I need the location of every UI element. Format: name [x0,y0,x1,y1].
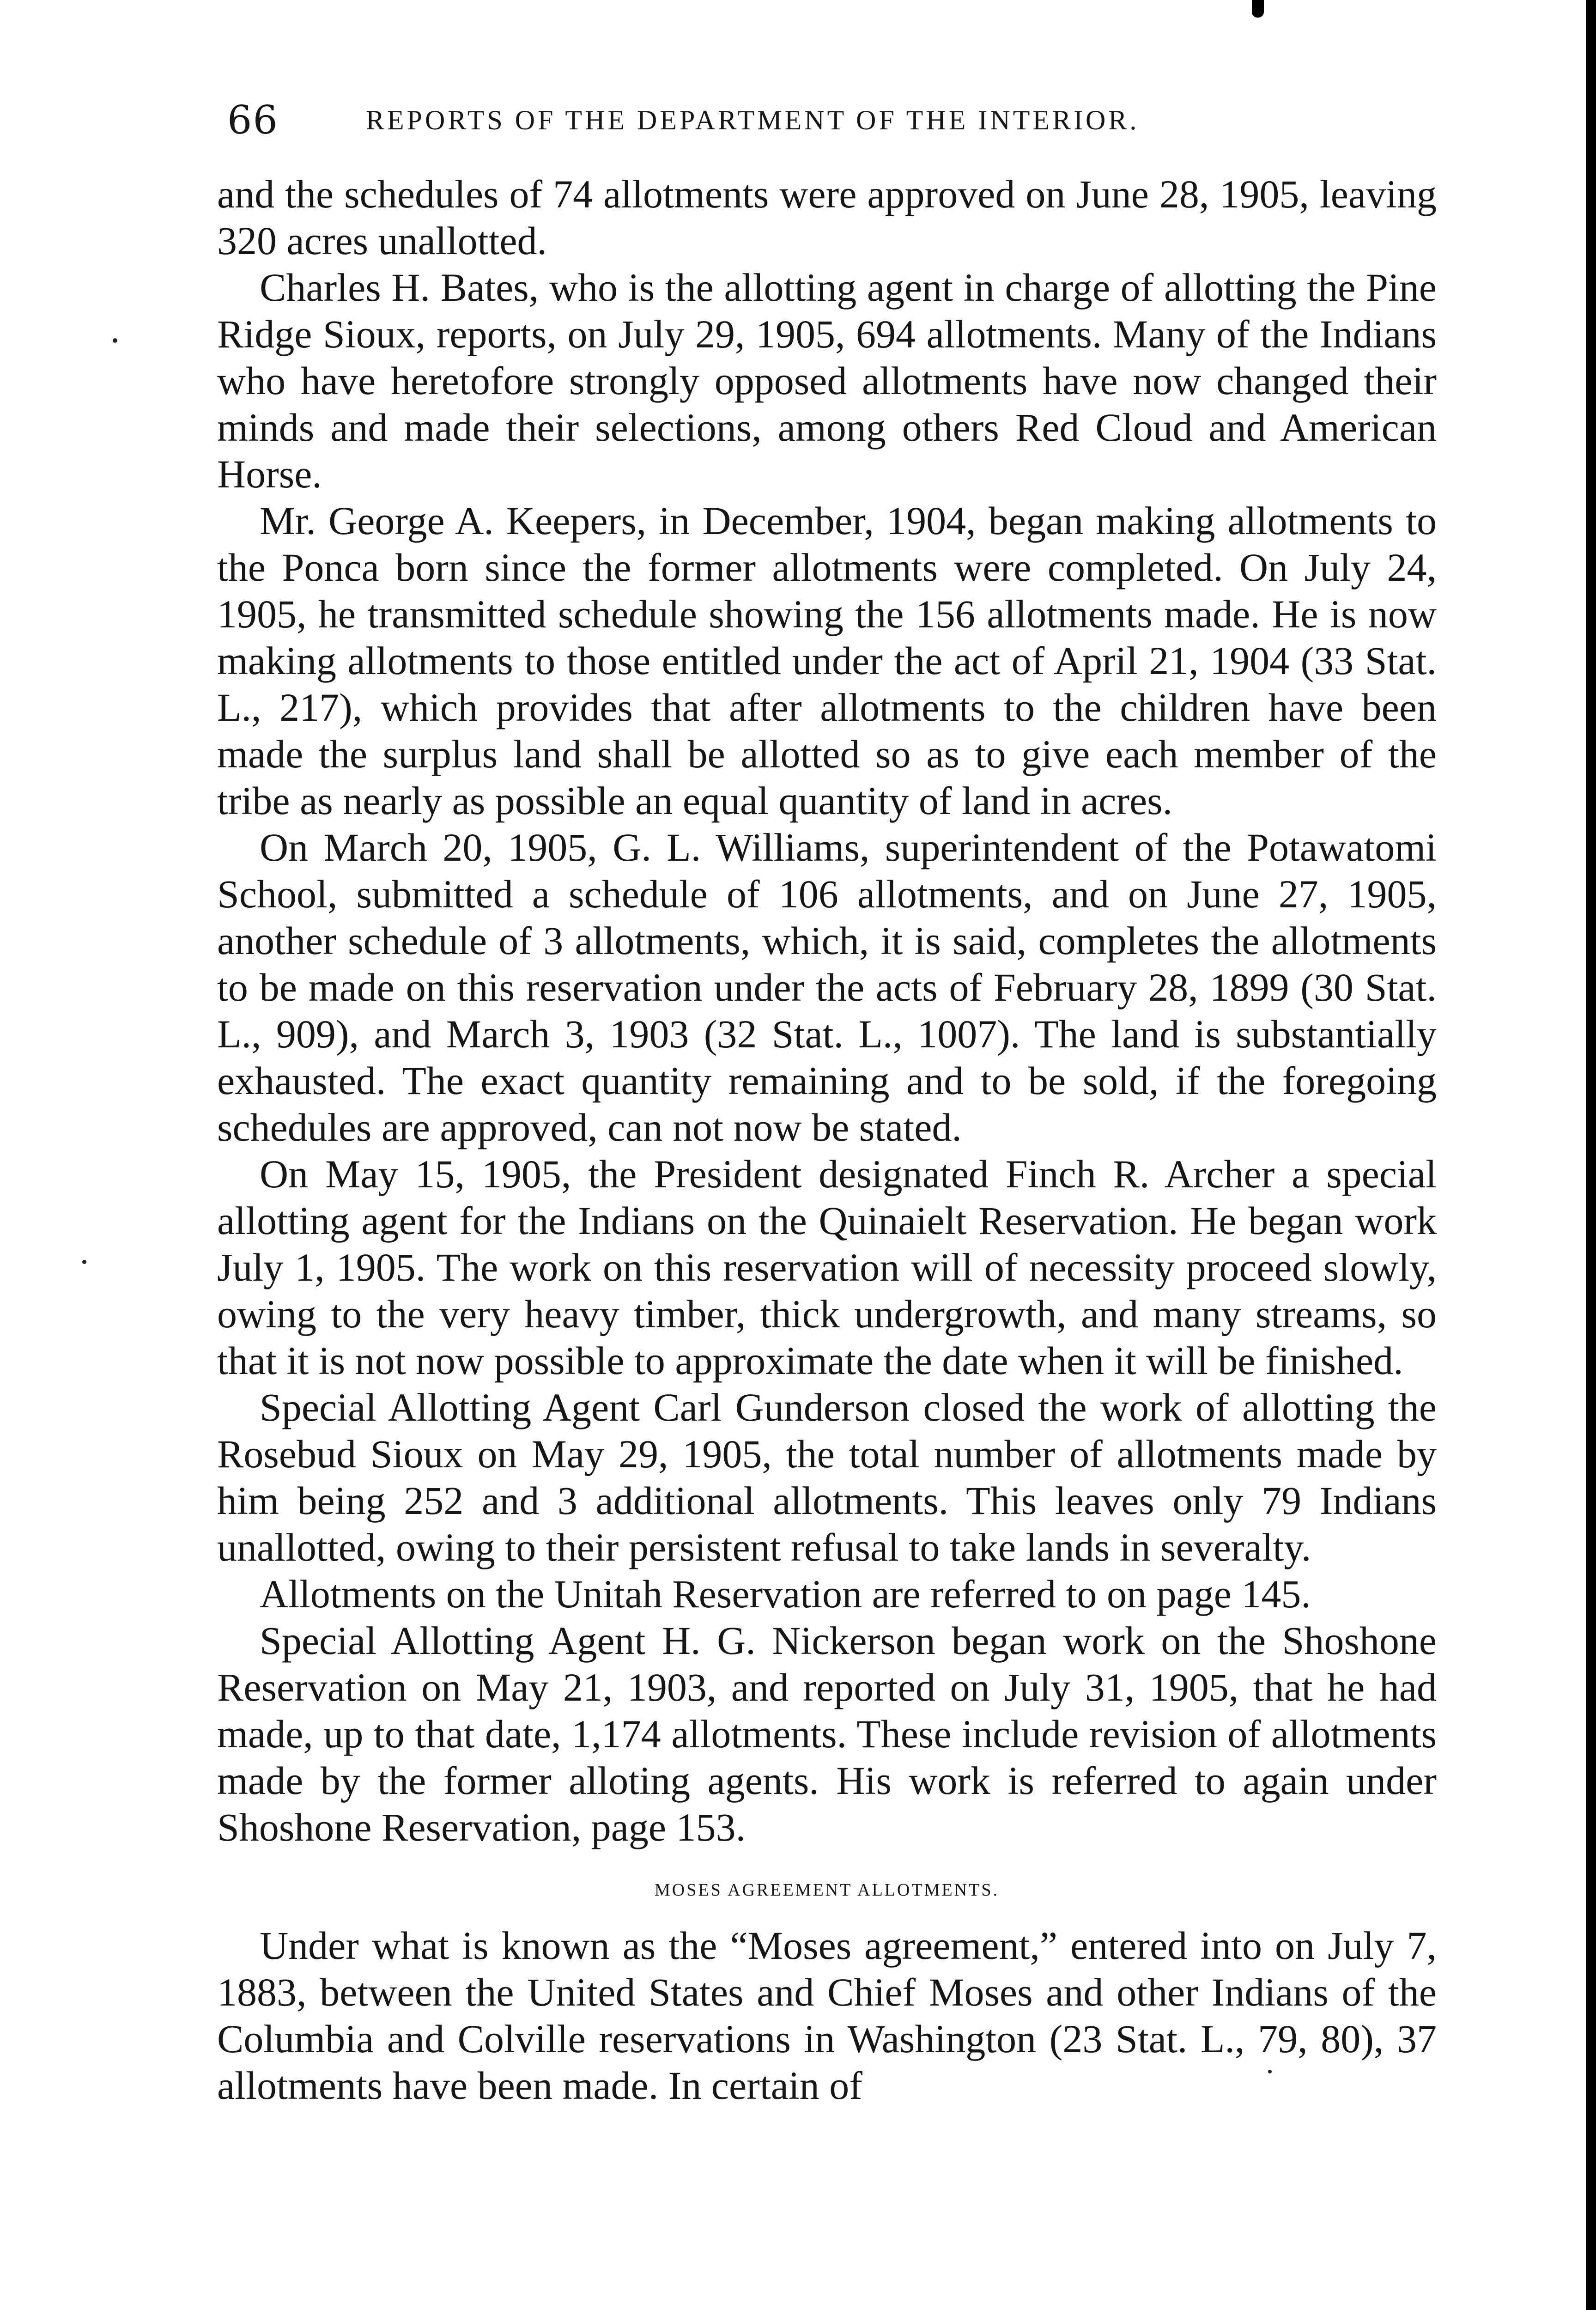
paragraph-shoshone: Special Allotting Agent H. G. Nickerson began work on the Shoshone Reservation on May 21, 1903, and reported on July 31, 1905, that he had made, up to that date, 1,174 allotments. These include revision of allotments made by the former alloting agents. His work is referred to again under Shoshone Reservation, page 153. [217,1618,1437,1849]
body-text [217,171,1437,2109]
scan-border-right [1586,0,1596,2310]
paragraph-ponca: Mr. George A. Keepers, in December, 1904, began making allotments to the Ponca born since the former allotments were completed. On July 24, 1905, he transmitted schedule showing the 156 allotments made. He is now making allotments to those entitled under the act of April 21, 1904 (33 Stat. L., 217), which provides that after allotments to the children have been made the surplus land shall be allotted so as to give each member of the tribe as nearly as possible an equal quantity of land in acres. [217,498,1437,823]
scan-speck [113,338,117,343]
running-title: REPORTS OF THE DEPARTMENT OF THE INTERIOR. [366,105,1140,135]
scan-speck [82,1260,86,1264]
scan-edge-mark [1252,0,1264,18]
paragraph-moses-agreement: Under what is known as the “Moses agreement,” entered into on July 7, 1883, between the United States and Chief Moses and other Indians of the Columbia and Colville reservations in Washington (23 Stat. L., 79, 80), 37 allotments have been made. In certain of [217,1923,1437,2108]
paragraph-potawatomi: On March 20, 1905, G. L. Williams, superintendent of the Potawatomi School, submitted a schedule of 106 allotments, and on June 27, 1905, another schedule of 3 allotments, which, it is said, completes the allotments to be made on this reservation under the acts of February 28, 1899 (30 Stat. L., 909), and March 3, 1903 (32 Stat. L., 1007). The land is substantially exhausted. The exact quantity remaining and to be sold, if the foregoing schedules are approved, can not now be stated. [217,825,1437,1149]
page-number: 66 [227,97,279,143]
paragraph-unitah: Allotments on the Unitah Reservation are referred to on page 145. [260,1572,1311,1616]
section-heading: MOSES AGREEMENT ALLOTMENTS. [655,1880,999,1900]
running-head [227,92,1345,148]
paragraph-pine-ridge: Charles H. Bates, who is the allotting agent in charge of allotting the Pine Ridge Sioux, reports, on July 29, 1905, 694 allotments. Many of the Indians who have heretofore strongly opposed allotments have now changed their minds and made their selections, among others Red Cloud and American Horse. [217,265,1437,496]
paragraph-continued: and the schedules of 74 allotments were approved on June 28, 1905, leaving 320 acres unallotted. [217,172,1437,263]
paragraph-quinaielt: On May 15, 1905, the President designated Finch R. Archer a special allotting agent for the Indians on the Quinaielt Reservation. He began work July 1, 1905. The work on this reservation will of necessity proceed slowly, owing to the very heavy timber, thick undergrowth, and many streams, so that it is not now possible to approximate the date when it will be finished. [217,1152,1437,1383]
paragraph-rosebud: Special Allotting Agent Carl Gunderson closed the work of allotting the Rosebud Sioux on May 29, 1905, the total number of allotments made by him being 252 and 3 additional allotments. This leaves only 79 Indians unallotted, owing to their persistent refusal to take lands in severalty. [217,1385,1437,1569]
